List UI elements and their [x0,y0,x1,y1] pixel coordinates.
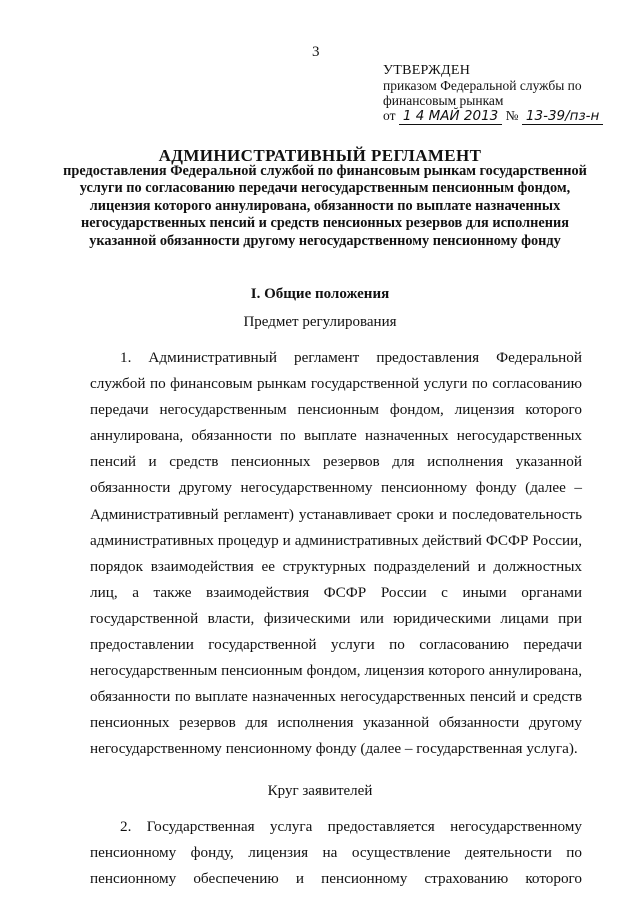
date-value: 1 4 МАЙ 2013 [399,108,502,125]
document-title: АДМИНИСТРАТИВНЫЙ РЕГЛАМЕНТ [158,146,482,165]
number-prefix: № [505,108,519,123]
subheading-applicants: Круг заявителей [267,783,373,799]
approval-date-line [383,108,603,124]
section-heading: I. Общие положения [250,286,390,302]
approval-line-2: финансовым рынкам [383,93,504,108]
page-number: 3 [312,44,320,60]
approval-stamp [383,63,603,124]
number-value: 13-39/пз-н [522,108,603,125]
paragraph-1: 1. Административный регламент предоставления Федеральной службой по финансовым рынкам государственной услуги по согласованию передачи негосударственным пенсионным фондом, лицензия которого аннулирована, обязанности по выплате назначенных негосударственных пенсий и средств пенсионных резервов для исполнения указанной обязанности другому негосударственному пенсионному фонду (далее – Административный регламент) устанавливает сроки и последовательность административных процедур и административных действий ФСФР России, порядок взаимодействия ее структурных подразделений и должностных лиц, а также взаимодействия ФСФР России с иными органами государственной власти, физическими или юридическими лицами при предоставлении государственной услуги по согласованию передачи негосударственным пенсионным фондом, лицензия которого аннулирована, обязанности по выплате назначенных негосударственных пенсий и средств пенсионных резервов для исполнения указанной обязанности другому негосударственному пенсионному фонду (далее – государственная услуга). [90,349,582,758]
subheading-regulation-subject: Предмет регулирования [243,314,397,330]
approval-title: УТВЕРЖДЕН [383,63,471,78]
approval-line-1: приказом Федеральной службы по [383,78,582,93]
date-prefix: от [383,108,396,123]
document-subtitle: предоставления Федеральной службой по финансовым рынкам государственной услуги по согласованию передачи негосударственным пенсионным фондом, лицензия которого аннулирована, обязанности по выплате назначенных негосударственных пенсий и средств пенсионных резервов для исполнения указанной обязанности другому негосударственному пенсионному фонду [63,163,587,249]
paragraph-2: 2. Государственная услуга предоставляется негосударственному пенсионному фонду, лицензия на осуществление деятельности по пенсионному обеспечению и пенсионному страхованию которого [90,818,582,888]
